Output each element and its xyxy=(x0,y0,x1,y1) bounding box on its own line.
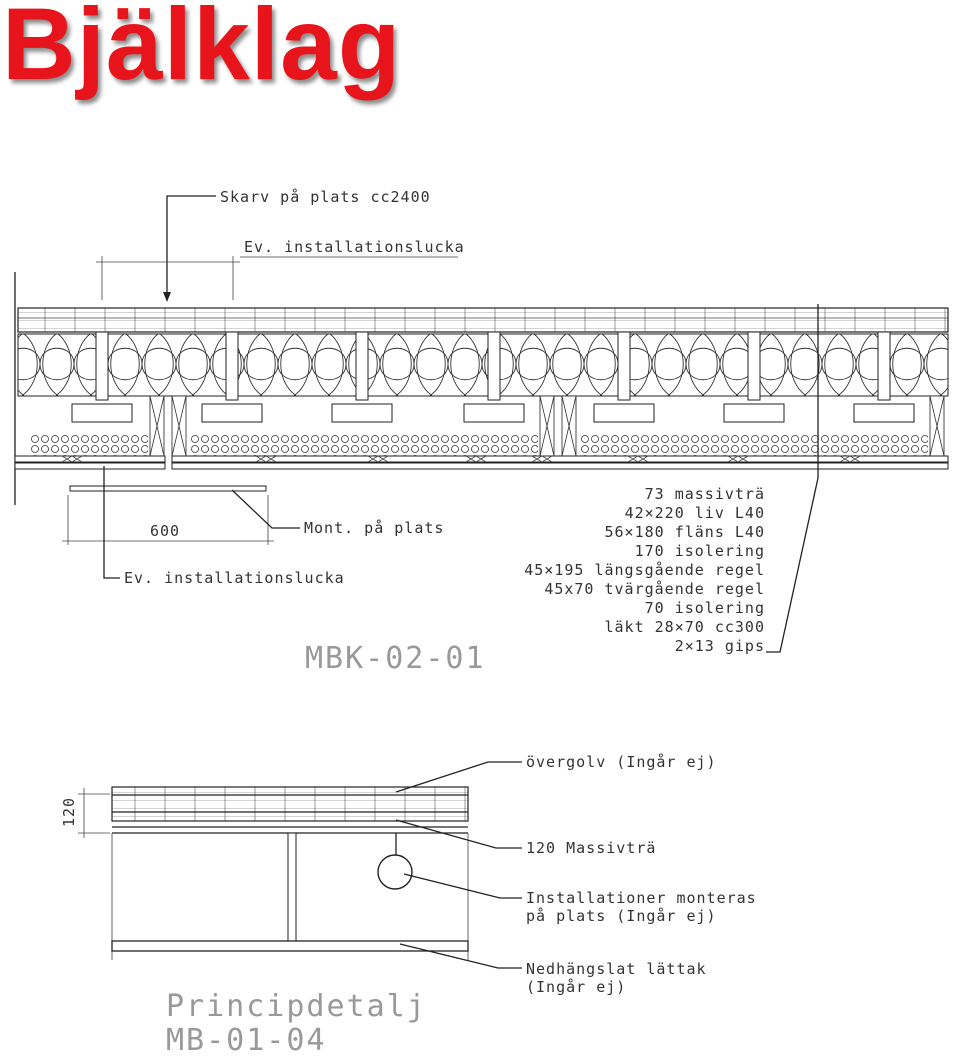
insulation-170 xyxy=(18,334,948,396)
drawing-code-1: MBK-02-01 xyxy=(305,641,486,676)
overlay-label: övergolv (Ingår ej) xyxy=(526,753,717,771)
hatch-bottom-leader xyxy=(104,466,120,578)
pipe-icon xyxy=(378,855,412,889)
install-label-2: på plats (Ingår ej) xyxy=(526,907,717,925)
caption-line2: MB-01-04 xyxy=(166,1023,327,1058)
detail-mb-01-04 xyxy=(60,753,757,1058)
layer-item: 170 isolering xyxy=(634,542,765,560)
insulation-70-a xyxy=(30,434,148,456)
joint-leader xyxy=(167,196,216,300)
joint-label: Skarv på plats cc2400 xyxy=(220,188,431,206)
layer-item: 73 massivträ xyxy=(644,485,765,503)
layer-item: 56×180 fläns L40 xyxy=(604,523,765,541)
layer-item: 70 isolering xyxy=(644,599,765,617)
massivtra-slab xyxy=(112,787,468,821)
layer-item: 45×195 längsgående regel xyxy=(524,561,765,579)
dimension-600: 600 xyxy=(150,522,181,540)
caption-line1: Principdetalj xyxy=(166,989,427,1024)
suspended-ceiling xyxy=(112,941,468,951)
layer-item: 2×13 gips xyxy=(674,637,765,655)
detail-mbk-02-01 xyxy=(15,188,948,676)
layer-item: 42×220 liv L40 xyxy=(624,504,765,522)
hatch-bottom-label: Ev. installationslucka xyxy=(124,569,345,587)
ceiling-label-1: Nedhängslat lättak xyxy=(526,960,707,978)
layer-item: läkt 28×70 cc300 xyxy=(604,618,765,636)
massivtra-label: 120 Massivträ xyxy=(526,839,657,857)
ceiling-label-2: (Ingår ej) xyxy=(526,978,627,996)
install-label-1: Installationer monteras xyxy=(526,889,757,907)
mount-label: Mont. på plats xyxy=(304,519,445,537)
insulation-70-c xyxy=(580,434,928,456)
hatch-top-label: Ev. installationslucka xyxy=(244,238,465,256)
layer-list xyxy=(524,485,765,655)
layer-item: 45x70 tvärgående regel xyxy=(544,580,765,598)
hanger xyxy=(288,833,296,941)
gypsum-boards xyxy=(15,456,948,491)
dimension-120: 120 xyxy=(60,796,78,827)
massive-wood-slab xyxy=(18,308,948,332)
insulation-70-b xyxy=(190,434,538,456)
page-title: Bjälklag xyxy=(2,0,402,101)
mount-leader xyxy=(232,490,300,528)
